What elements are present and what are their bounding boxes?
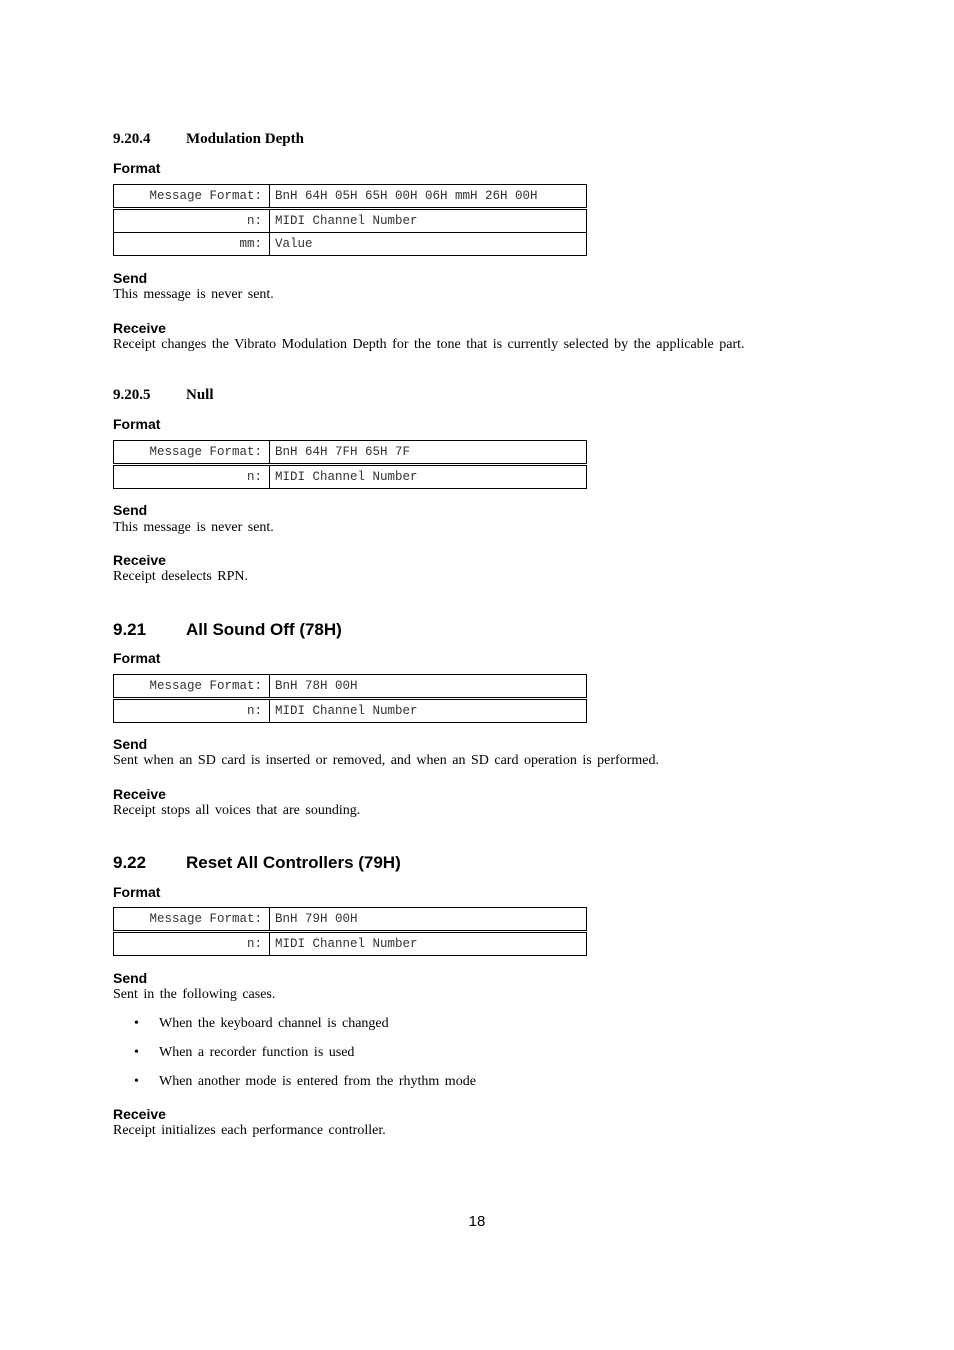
receive-text: Receipt initializes each performance controller. [113, 1123, 386, 1138]
table-value: BnH 64H 05H 65H 00H 06H mmH 26H 00H [270, 185, 587, 209]
list-item-text: When a recorder function is used [159, 1045, 355, 1060]
send-text: Sent when an SD card is inserted or removed, and when an SD card operation is performed. [113, 753, 659, 768]
table-row [114, 908, 587, 932]
page-number: 18 [468, 1213, 486, 1230]
section-number: 9.22 [113, 853, 147, 872]
section-heading-9-20-4 [113, 131, 304, 148]
section-title: Modulation Depth [186, 131, 304, 147]
table-row [114, 675, 587, 699]
format-table [113, 674, 587, 723]
table-key: n: [114, 465, 270, 489]
format-label: Format [113, 160, 161, 176]
bullet-icon: • [134, 1016, 139, 1031]
bullet-icon: • [134, 1045, 139, 1060]
receive-label: Receive [113, 552, 166, 568]
receive-text: Receipt deselects RPN. [113, 569, 249, 584]
format-table [113, 184, 587, 256]
section-heading-9-21 [113, 620, 342, 640]
send-text: This message is never sent. [113, 287, 274, 302]
send-label: Send [113, 270, 148, 286]
table-key: Message Format: [114, 908, 270, 932]
send-label: Send [113, 970, 148, 986]
table-row [114, 465, 587, 489]
table-row [114, 932, 587, 956]
table-key: n: [114, 699, 270, 723]
section-number: 9.21 [113, 620, 147, 639]
bullet-list [113, 1016, 476, 1103]
format-table [113, 440, 587, 489]
section-heading-9-22 [113, 853, 401, 873]
send-text: This message is never sent. [113, 520, 274, 535]
send-label: Send [113, 736, 148, 752]
table-value: BnH 78H 00H [270, 675, 587, 699]
table-key: Message Format: [114, 185, 270, 209]
list-item-text: When the keyboard channel is changed [159, 1016, 389, 1031]
table-value: BnH 64H 7FH 65H 7F [270, 441, 587, 465]
format-label: Format [113, 416, 161, 432]
bullet-icon: • [134, 1074, 139, 1089]
table-key: Message Format: [114, 675, 270, 699]
section-title: Null [186, 387, 214, 403]
table-key: n: [114, 209, 270, 233]
receive-text: Receipt stops all voices that are sounding. [113, 803, 361, 818]
receive-text: Receipt changes the Vibrato Modulation Depth for the tone that is currently selected by the applicable part. [113, 337, 745, 352]
section-title: All Sound Off (78H) [186, 620, 342, 639]
list-item [113, 1045, 476, 1074]
send-label: Send [113, 502, 148, 518]
table-key: Message Format: [114, 441, 270, 465]
table-value: Value [270, 233, 587, 256]
table-key: mm: [114, 233, 270, 256]
format-label: Format [113, 650, 161, 666]
section-number: 9.20.4 [113, 131, 151, 147]
receive-label: Receive [113, 1106, 166, 1122]
format-table [113, 907, 587, 956]
list-item-text: When another mode is entered from the rhythm mode [159, 1074, 476, 1089]
table-value: MIDI Channel Number [270, 209, 587, 233]
table-value: MIDI Channel Number [270, 932, 587, 956]
table-row [114, 699, 587, 723]
table-row [114, 441, 587, 465]
table-value: BnH 79H 00H [270, 908, 587, 932]
format-label: Format [113, 884, 161, 900]
section-heading-9-20-5 [113, 387, 214, 404]
table-row [114, 209, 587, 233]
table-value: MIDI Channel Number [270, 465, 587, 489]
table-row [114, 233, 587, 256]
send-text: Sent in the following cases. [113, 987, 276, 1002]
section-number: 9.20.5 [113, 387, 151, 403]
table-value: MIDI Channel Number [270, 699, 587, 723]
receive-label: Receive [113, 320, 166, 336]
receive-label: Receive [113, 786, 166, 802]
list-item [113, 1074, 476, 1103]
section-title: Reset All Controllers (79H) [186, 853, 401, 872]
list-item [113, 1016, 476, 1045]
table-row [114, 185, 587, 209]
table-key: n: [114, 932, 270, 956]
